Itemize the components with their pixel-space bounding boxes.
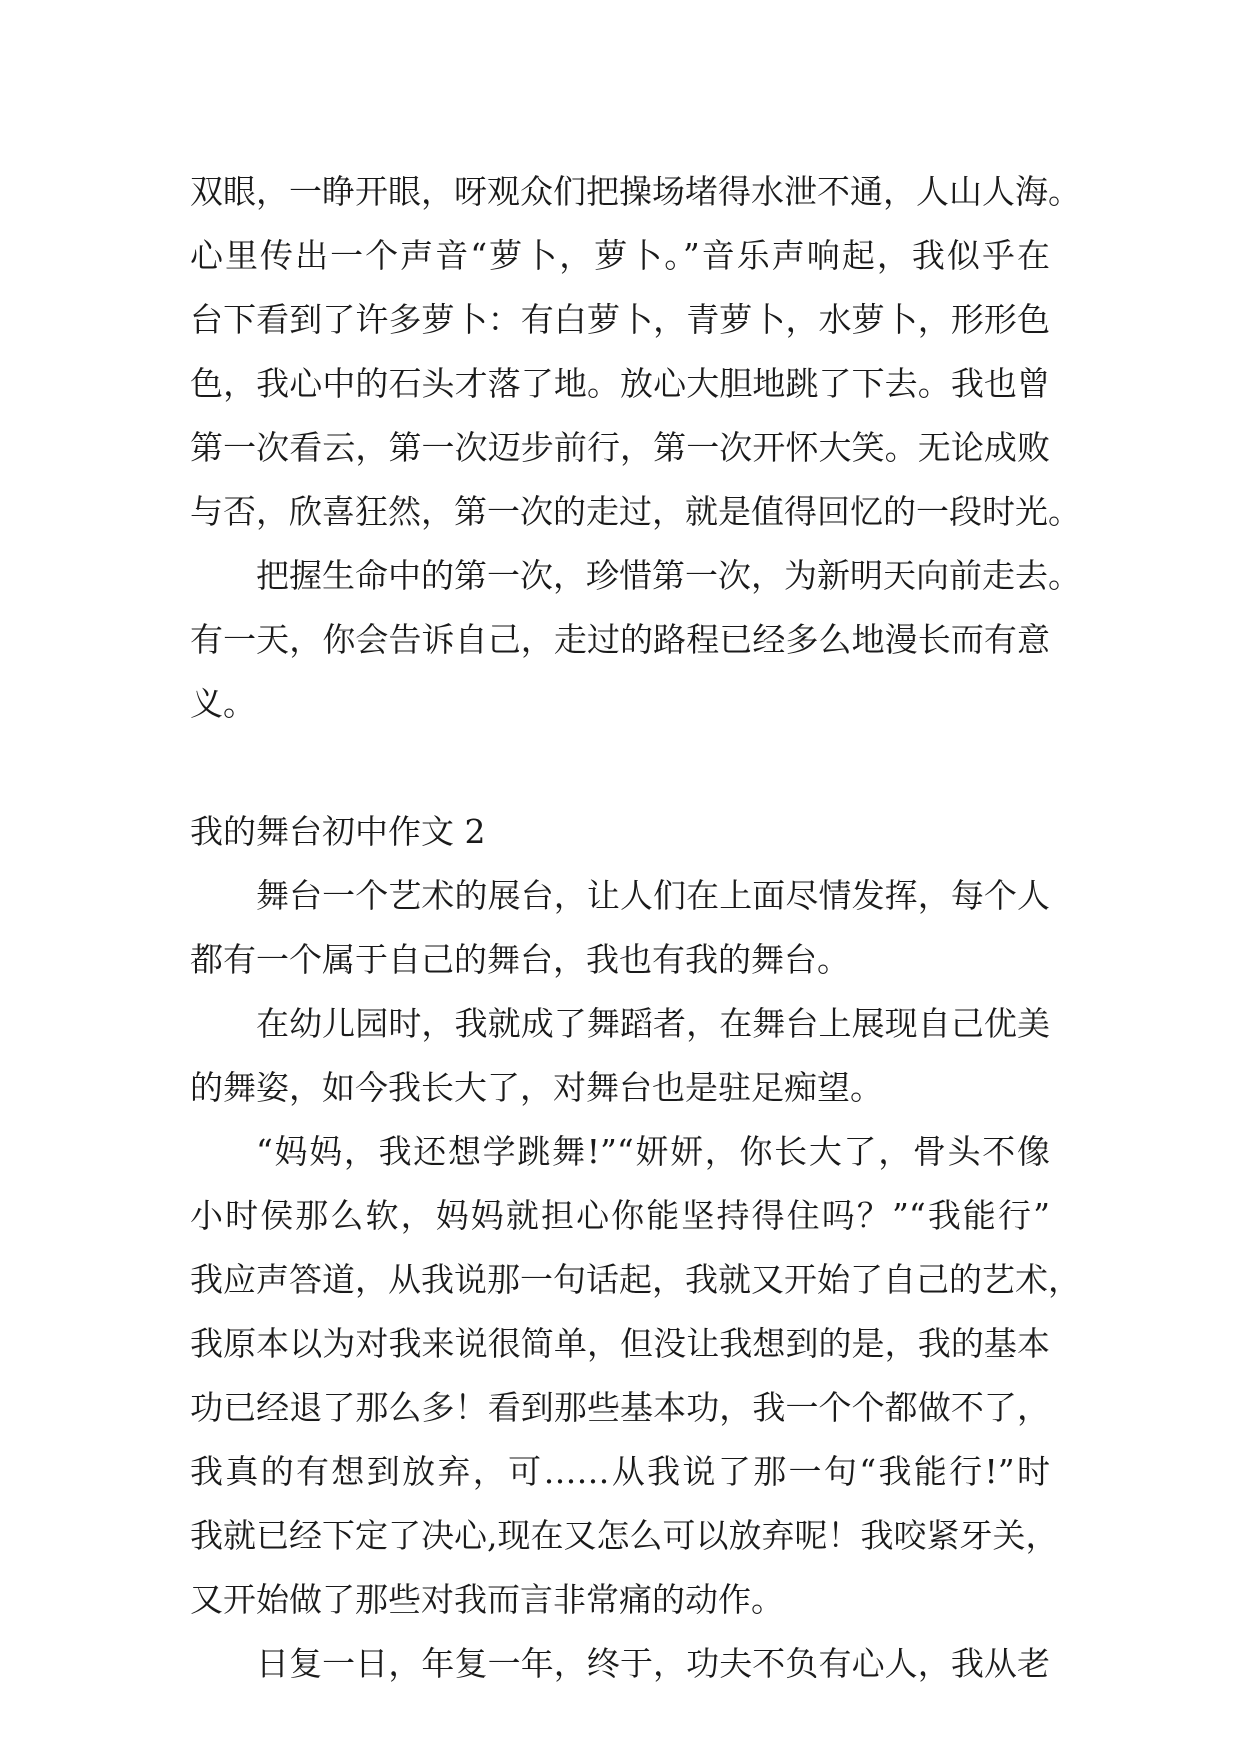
text-line: 把握生命中的第一次，珍惜第一次，为新明天向前走去。	[256, 556, 1081, 595]
paragraph	[190, 160, 1081, 544]
paragraph	[190, 992, 1050, 1120]
paragraph	[190, 864, 1050, 992]
text-line: 都有一个属于自己的舞台，我也有我的舞台。	[190, 940, 850, 979]
section-title: 我的舞台初中作文 2	[190, 812, 486, 851]
paragraph	[190, 1632, 1050, 1696]
section-gap	[190, 736, 1050, 800]
text-line: 我原本以为对我来说很简单，但没让我想到的是，我的基本	[190, 1324, 1050, 1363]
text-line: 双眼，一睁开眼，呀观众们把操场堵得水泄不通，人山人海。	[190, 172, 1081, 211]
document-page	[190, 160, 1081, 1696]
paragraph	[190, 544, 1081, 736]
text-line: 我真的有想到放弃，可……从我说了那一句“我能行!”时	[190, 1452, 1050, 1491]
text-line: 我就已经下定了决心,现在又怎么可以放弃呢！我咬紧牙关，	[190, 1516, 1059, 1555]
text-line: 义。	[190, 684, 256, 723]
text-line: 在幼儿园时，我就成了舞蹈者，在舞台上展现自己优美	[256, 1004, 1050, 1043]
text-line: 小时侯那么软，妈妈就担心你能坚持得住吗？”“我能行”	[190, 1196, 1050, 1235]
text-line: 与否，欣喜狂然，第一次的走过，就是值得回忆的一段时光。	[190, 492, 1081, 531]
section-1	[190, 160, 1081, 736]
text-line: 日复一日，年复一年，终于，功夫不负有心人，我从老	[256, 1644, 1050, 1683]
text-line: 台下看到了许多萝卜：有白萝卜，青萝卜，水萝卜，形形色	[190, 300, 1050, 339]
text-line: 第一次看云，第一次迈步前行，第一次开怀大笑。无论成败	[190, 428, 1050, 467]
text-line: 又开始做了那些对我而言非常痛的动作。	[190, 1580, 784, 1619]
text-line: 舞台一个艺术的展台，让人们在上面尽情发挥，每个人	[256, 876, 1050, 915]
text-line: 功已经退了那么多！看到那些基本功，我一个个都做不了，	[190, 1388, 1050, 1427]
text-line: 有一天，你会告诉自己，走过的路程已经多么地漫长而有意	[190, 620, 1050, 659]
text-line: “妈妈，我还想学跳舞!”“妍妍，你长大了，骨头不像	[256, 1132, 1050, 1171]
text-line: 色，我心中的石头才落了地。放心大胆地跳了下去。我也曾	[190, 364, 1050, 403]
text-line: 心里传出一个声音“萝卜，萝卜。”音乐声响起，我似乎在	[190, 236, 1050, 275]
section-2	[190, 800, 1081, 1696]
text-line: 的舞姿，如今我长大了，对舞台也是驻足痴望。	[190, 1068, 883, 1107]
paragraph	[190, 1120, 1081, 1632]
text-line: 我应声答道，从我说那一句话起，我就又开始了自己的艺术，	[190, 1260, 1081, 1299]
